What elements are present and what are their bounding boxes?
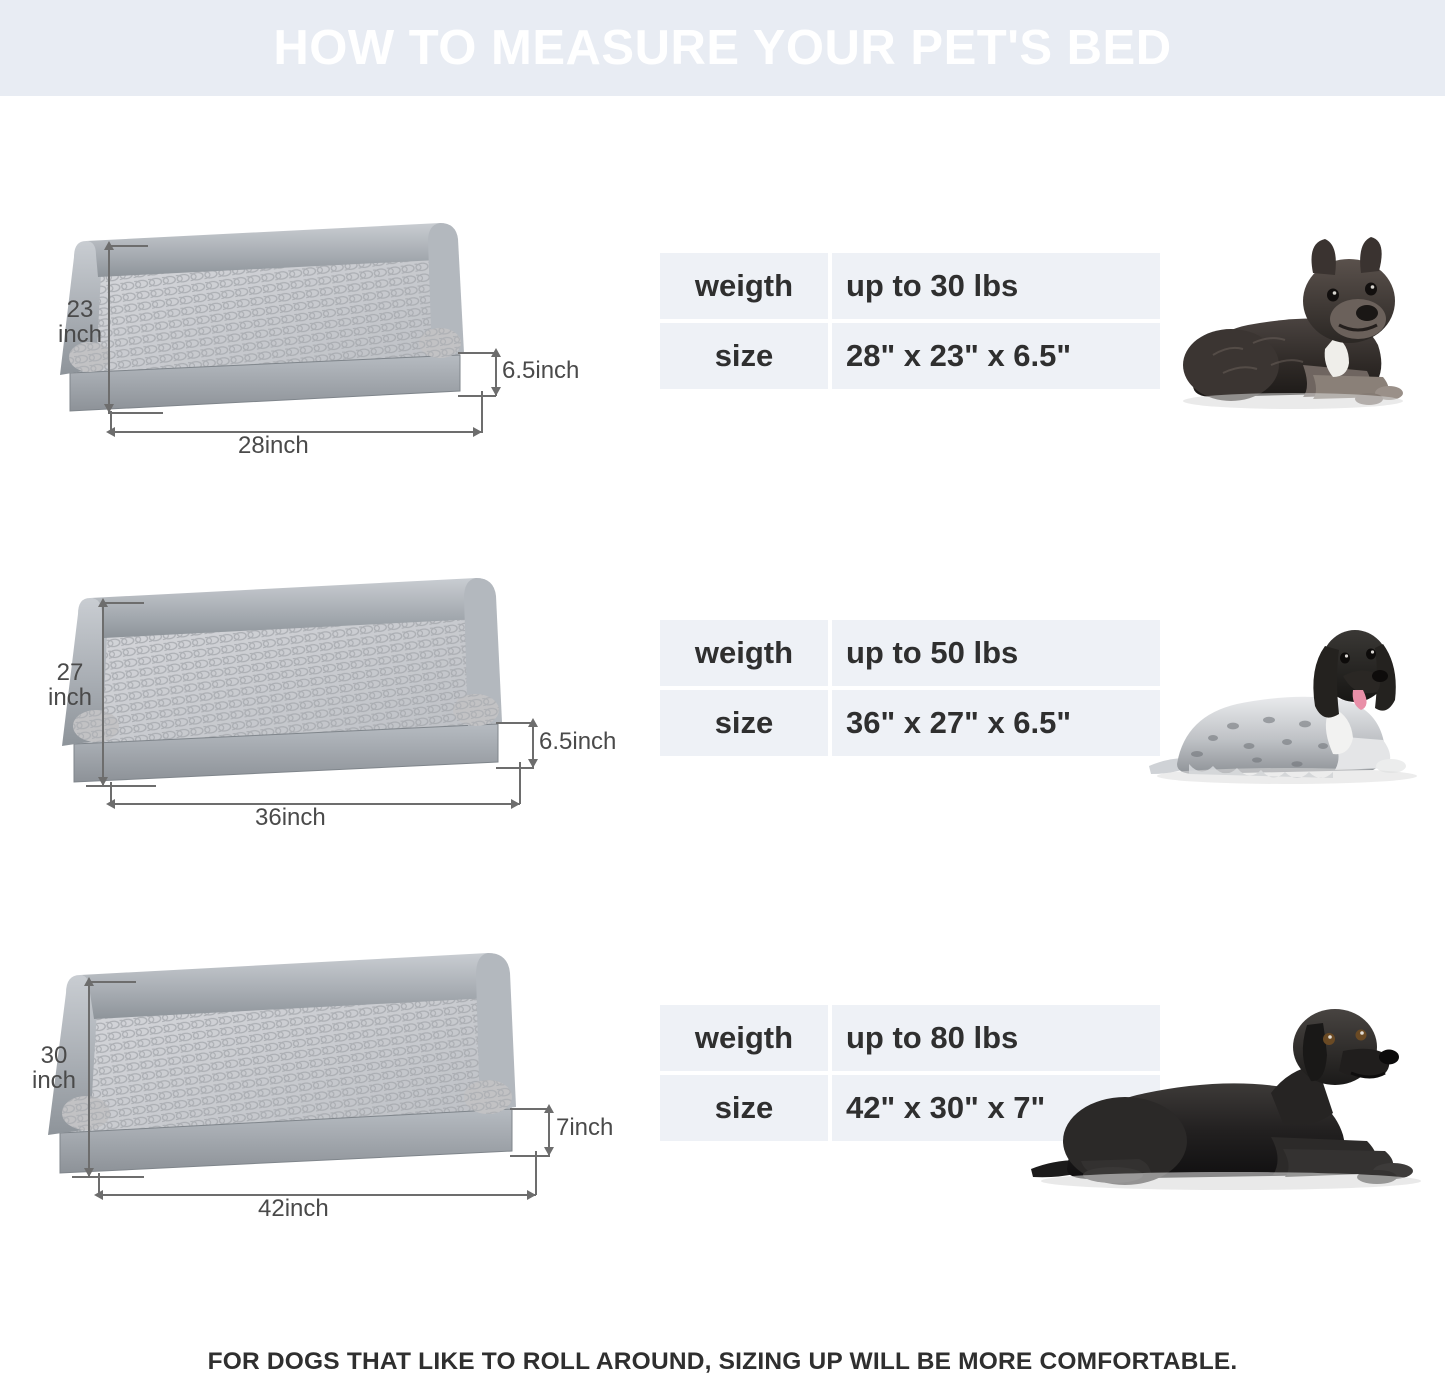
weight-value: up to 50 lbs: [832, 620, 1160, 686]
weight-key: weigth: [660, 1005, 828, 1071]
depth-label: [48, 660, 92, 710]
depth-tick-bottom: [86, 785, 156, 787]
weight-value: up to 80 lbs: [832, 1005, 1160, 1071]
size-value: 42" x 30" x 7": [832, 1075, 1160, 1141]
width-tick-left: [110, 411, 112, 433]
height-label: 6.5inch: [502, 357, 580, 384]
footer-note: FOR DOGS THAT LIKE TO ROLL AROUND, SIZING UP WILL BE MORE COMFORTABLE.: [207, 1348, 1238, 1375]
dog-photo-french-bulldog: [1153, 225, 1433, 450]
depth-label-unit: inch: [48, 684, 93, 712]
height-tick-bottom: [458, 395, 496, 397]
height-label: 7inch: [556, 1114, 614, 1141]
size-row-small: [0, 215, 1445, 555]
depth-label: [58, 297, 102, 347]
depth-label-value: 30: [40, 1042, 68, 1069]
width-tick-left: [98, 1173, 100, 1195]
height-label: 6.5inch: [539, 728, 617, 755]
height-tick-bottom: [510, 1155, 550, 1157]
depth-label: [32, 1043, 76, 1093]
spec-table-small: [660, 253, 1160, 393]
width-tick-left: [110, 782, 112, 804]
height-tick-top: [458, 352, 496, 354]
table-row: [660, 253, 1160, 319]
height-tick-bottom: [496, 767, 534, 769]
width-tick-right: [535, 1151, 537, 1195]
bed-illustration-small: [40, 215, 660, 495]
depth-label-value: 23: [66, 296, 94, 323]
size-row-large: [0, 945, 1445, 1285]
depth-tick-top: [108, 245, 148, 247]
size-value: 28" x 23" x 6.5": [832, 323, 1160, 389]
size-row-medium: [0, 570, 1445, 910]
depth-label-unit: inch: [58, 321, 103, 349]
height-tick-top: [510, 1108, 550, 1110]
depth-tick-bottom: [108, 412, 163, 414]
bed-drawing-small: [40, 215, 660, 495]
bed-illustration-large: [10, 945, 630, 1225]
page-title: HOW TO MEASURE YOUR PET'S BED: [273, 20, 1172, 75]
width-label: 42inch: [258, 1195, 329, 1222]
depth-tick-bottom: [72, 1176, 144, 1178]
table-row: [660, 620, 1160, 686]
depth-label-value: 27: [56, 659, 84, 686]
page-header: [0, 0, 1445, 96]
table-row: [660, 690, 1160, 756]
spec-table-medium: [660, 620, 1160, 760]
depth-tick-top: [88, 981, 136, 983]
dog-photo-black-labrador: [1021, 973, 1441, 1238]
height-tick-top: [496, 722, 534, 724]
size-key: size: [660, 323, 828, 389]
depth-dimension-line: [102, 602, 104, 786]
weight-key: weigth: [660, 253, 828, 319]
dog-photo-cocker-spaniel: [1137, 588, 1437, 823]
depth-dimension-line: [88, 981, 90, 1177]
width-label: 36inch: [255, 804, 326, 831]
size-key: size: [660, 690, 828, 756]
bed-illustration-medium: [40, 570, 660, 850]
bed-drawing-medium: [40, 570, 660, 850]
size-key: size: [660, 1075, 828, 1141]
bed-drawing-large: [10, 945, 650, 1235]
size-value: 36" x 27" x 6.5": [832, 690, 1160, 756]
table-row: [660, 323, 1160, 389]
width-tick-right: [481, 391, 483, 433]
depth-tick-top: [102, 602, 144, 604]
weight-key: weigth: [660, 620, 828, 686]
depth-dimension-line: [108, 245, 110, 413]
weight-value: up to 30 lbs: [832, 253, 1160, 319]
width-label: 28inch: [238, 432, 309, 459]
depth-label-unit: inch: [32, 1067, 77, 1095]
